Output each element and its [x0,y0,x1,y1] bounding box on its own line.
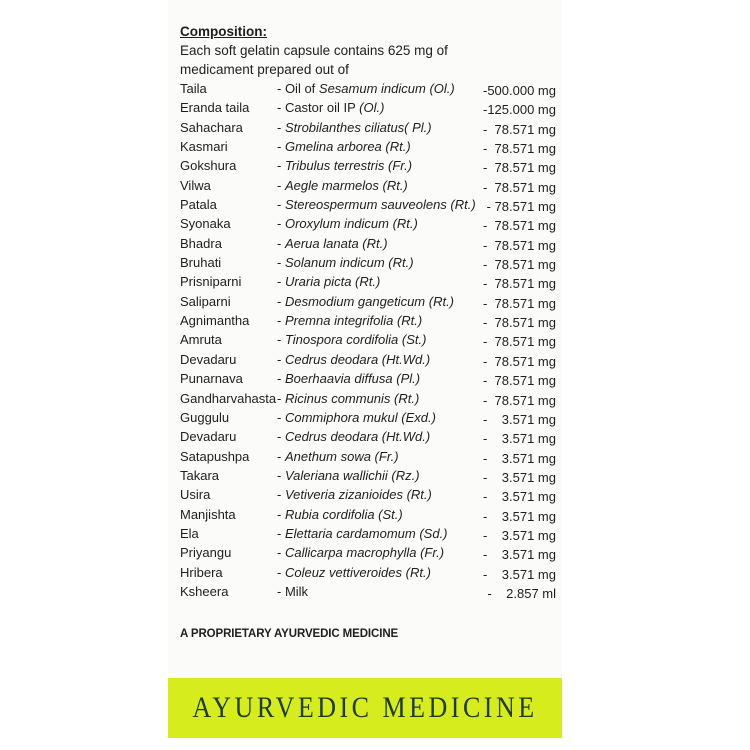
ingredient-source [277,369,420,388]
ingredient-name: Prisniparni [180,274,242,290]
ingredient-amount: - 3.571 mg [483,527,556,543]
source-latin: Desmodium gangeticum (Rt.) [284,293,455,309]
source-prefix: - Oil of [277,81,319,96]
ingredient-name: Bruhati [180,255,222,271]
ingredient-source [277,563,431,582]
source-latin: Oroxylum indicum (Rt.) [284,216,418,232]
ingredient-source [277,350,430,369]
ingredient-row [180,485,560,504]
ingredient-source [277,234,388,253]
ingredient-amount: - 2.857 ml [487,585,556,601]
source-prefix: - [277,293,285,309]
source-prefix: - [277,177,285,193]
source-latin: Gmelina arborea (Rt.) [284,139,411,155]
ingredient-row [180,466,560,485]
source-prefix: - [277,371,285,387]
ingredient-name: Syonaka [180,216,231,232]
ingredient-name: Vilwa [180,177,211,193]
ingredient-source [277,137,411,156]
ingredient-name: Patala [180,197,217,213]
source-latin: Tribulus terrestris (Fr.) [284,158,413,174]
ingredient-row [180,234,560,253]
source-latin: Tinospora cordifolia (St.) [284,332,427,348]
source-prefix: - [277,487,285,503]
category-band-text: AYURVEDIC MEDICINE [192,690,538,725]
source-latin: Solanum indicum (Rt.) [284,255,414,271]
ingredient-source [277,582,308,601]
source-prefix: - [277,506,285,522]
source-prefix: - [277,216,285,232]
ingredient-source [277,272,380,291]
ingredient-name: Devadaru [180,351,237,367]
ingredient-amount: -125.000 mg [483,102,556,118]
ingredient-name: Priyangu [180,545,232,561]
source-prefix: - [277,158,285,174]
ingredient-row [180,272,560,291]
ingredient-row [180,563,560,582]
ingredient-source [277,292,454,311]
ingredient-row [180,369,560,388]
ingredient-name: Gandharvahasta [180,390,277,406]
ingredient-name: Bhadra [180,235,222,251]
ingredient-amount: - 78.571 mg [483,353,556,369]
ingredient-row [180,156,560,175]
ingredient-name: Eranda taila [180,100,250,116]
source-latin: (Ol.) [359,100,385,116]
ingredient-amount: - 78.571 mg [483,218,556,234]
ingredient-row [180,311,560,330]
source-prefix: - [277,235,285,251]
ingredient-source [277,79,455,98]
medicine-box-label [168,0,562,738]
source-latin: Cedrus deodara (Ht.Wd.) [284,429,431,445]
ingredient-row [180,524,560,543]
ingredient-amount: - 78.571 mg [483,315,556,331]
ingredient-row [180,292,560,311]
ingredient-name: Hribera [180,564,223,580]
ingredient-row [180,214,560,233]
ingredient-row [180,98,560,117]
ingredient-amount: - 78.571 mg [483,179,556,195]
source-prefix: - [277,197,285,213]
ingredient-amount: - 78.571 mg [486,199,556,215]
ingredient-name: Guggulu [180,409,230,425]
ingredient-list [180,79,560,601]
ingredient-row [180,582,560,601]
ingredient-source [277,311,422,330]
source-prefix: - [277,429,285,445]
source-latin: Sesamum indicum (Ol.) [318,81,455,96]
source-latin: Strobilanthes ciliatus( Pl.) [284,119,432,135]
proprietary-tagline: A PROPRIETARY AYURVEDIC MEDICINE [180,628,399,640]
ingredient-row [180,389,560,408]
source-prefix: - [277,255,285,271]
ingredient-source [277,156,412,175]
ingredient-name: Takara [180,467,220,483]
ingredient-row [180,543,560,562]
ingredient-source [277,485,432,504]
ingredient-source [277,524,448,543]
ingredient-source [277,408,436,427]
category-band [168,678,562,738]
source-latin: Cedrus deodara (Ht.Wd.) [284,351,431,367]
ingredient-amount: - 3.571 mg [483,489,556,505]
ingredient-source [277,118,432,137]
ingredient-source [277,98,384,117]
ingredient-name: Ela [180,525,199,541]
source-latin: Premna integrifolia (Rt.) [284,313,423,329]
ingredient-name: Devadaru [180,429,237,445]
source-latin: Aegle marmelos (Rt.) [284,177,408,193]
ingredient-source [277,389,419,408]
ingredient-name: Sahachara [180,119,243,135]
ingredient-name: Saliparni [180,293,231,309]
ingredient-amount: - 78.571 mg [483,121,556,137]
ingredient-name: Kasmari [180,139,228,155]
source-latin: Vetiveria zizanioides (Rt.) [284,487,432,503]
ingredient-row [180,447,560,466]
ingredient-amount: - 78.571 mg [483,392,556,408]
ingredient-amount: - 78.571 mg [483,295,556,311]
ingredient-amount: - 3.571 mg [483,450,556,466]
source-prefix: - [277,545,285,561]
source-prefix: - [277,313,285,329]
source-latin: Ricinus communis (Rt.) [284,390,420,406]
ingredient-row [180,330,560,349]
ingredient-amount: - 78.571 mg [483,373,556,389]
source-prefix: - [277,351,285,367]
ingredient-amount: - 78.571 mg [483,141,556,157]
source-prefix: - [277,274,285,290]
ingredient-source [277,543,444,562]
intro-line-2: medicament prepared out of [180,62,349,77]
ingredient-amount: - 3.571 mg [483,547,556,563]
ingredient-amount: - 3.571 mg [483,431,556,447]
ingredient-row [180,195,560,214]
source-latin: Uraria picta (Rt.) [284,274,381,290]
ingredient-amount: - 3.571 mg [483,469,556,485]
ingredient-row [180,427,560,446]
ingredient-source [277,505,403,524]
ingredient-amount: - 78.571 mg [483,257,556,273]
source-latin: Boerhaavia diffusa (Pl.) [284,371,421,387]
source-latin: Stereospermum sauveolens (Rt.) [284,197,476,213]
ingredient-source [277,176,408,195]
ingredient-amount: - 3.571 mg [483,508,556,524]
ingredient-name: Agnimantha [180,313,250,329]
ingredient-amount: - 78.571 mg [483,276,556,292]
source-prefix: - [277,139,285,155]
source-prefix: - [277,448,285,464]
source-latin: Valeriana wallichii (Rz.) [284,467,420,483]
source-prefix: - [277,564,285,580]
ingredient-name: Satapushpa [180,448,250,464]
ingredient-amount: - 78.571 mg [483,334,556,350]
ingredient-name: Usira [180,487,211,503]
source-latin: Aerua lanata (Rt.) [284,235,388,251]
ingredient-name: Manjishta [180,506,236,522]
ingredient-source [277,330,426,349]
source-prefix: - [277,409,285,425]
source-latin: Anethum sowa (Fr.) [284,448,399,464]
ingredient-name: Gokshura [180,158,237,174]
ingredient-source [277,427,430,446]
composition-section [180,22,560,601]
source-latin: Elettaria cardamomum (Sd.) [284,525,448,541]
ingredient-amount: - 78.571 mg [483,160,556,176]
source-prefix: - Milk [277,583,309,599]
composition-heading: Composition: [180,24,267,39]
ingredient-name: Punarnava [180,371,243,387]
source-prefix: - [277,467,285,483]
ingredient-amount: - 3.571 mg [483,411,556,427]
ingredient-row [180,253,560,272]
ingredient-amount: - 3.571 mg [483,566,556,582]
ingredient-name: Ksheera [180,583,229,599]
ingredient-source [277,447,399,466]
source-latin: Rubia cordifolia (St.) [284,506,403,522]
ingredient-row [180,176,560,195]
source-prefix: - [277,119,285,135]
ingredient-amount: -500.000 mg [483,83,556,98]
ingredient-row [180,408,560,427]
ingredient-name: Taila [180,81,207,96]
ingredient-row [180,350,560,369]
ingredient-source [277,195,476,214]
ingredient-amount: - 78.571 mg [483,237,556,253]
source-prefix: - [277,332,285,348]
intro-line-1: Each soft gelatin capsule contains 625 mg of [180,43,448,58]
source-prefix: - [277,390,285,406]
source-prefix: - [277,525,285,541]
ingredient-name: Amruta [180,332,222,348]
ingredient-row [180,118,560,137]
ingredient-source [277,466,420,485]
source-latin: Commiphora mukul (Exd.) [284,409,436,425]
ingredient-row [180,137,560,156]
source-latin: Callicarpa macrophylla (Fr.) [284,545,445,561]
ingredient-source [277,214,418,233]
ingredient-source [277,253,414,272]
ingredient-row [180,79,560,98]
source-prefix: - Castor oil IP [277,100,360,116]
source-latin: Coleuz vettiveroides (Rt.) [284,564,431,580]
ingredient-row [180,505,560,524]
